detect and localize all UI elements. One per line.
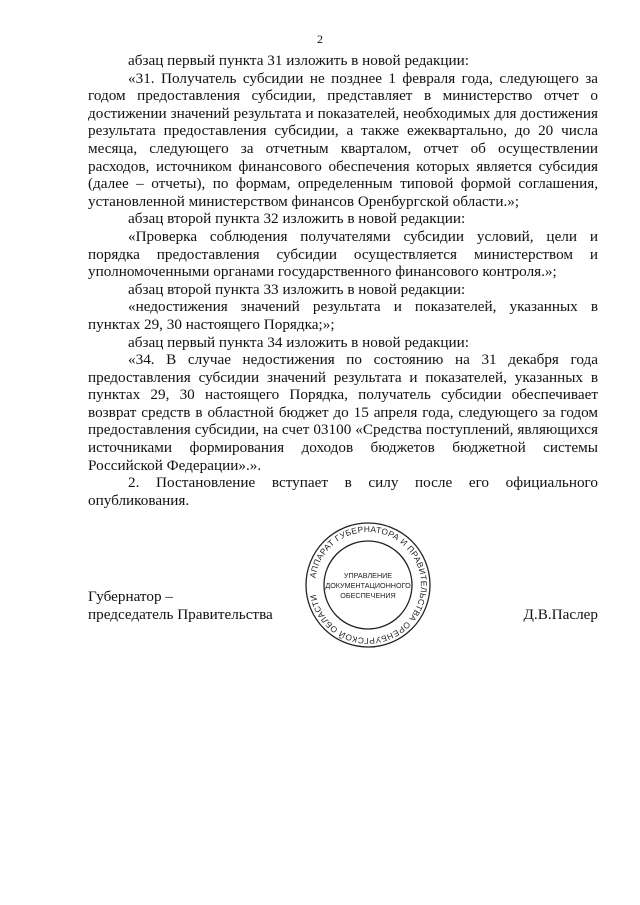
paragraph: «31. Получатель субсидии не позднее 1 февраля года, следующего за годом предоставления субсидии, представляет в министерство отчет о достижении значений результата и показателей, необходимых для достижения результата предоставления субсидии, а также ежеквартально, до 20 числа месяца, следующего за отчетным кварталом, отчет об осуществлении расходов, источником финансового обеспечения которых является субсидия (далее – отчеты), по формам, определенным типовой формой соглашения, установленной министерством финансов Оренбургской области.»; (88, 69, 598, 210)
paragraph: 2. Постановление вступает в силу после его официального опубликования. (88, 474, 598, 509)
signatory-title (88, 588, 273, 624)
paragraph: «Проверка соблюдения получателями субсидии условий, цели и порядка предоставления субсидии осуществляется министерством и уполномоченными органами государственного финансового контроля.»; (88, 227, 598, 281)
paragraph: «34. В случае недостижения по состоянию на 31 декабря года предоставления субсидии значений результата и показателей, указанных в пунктах 29, 30 настоящего Порядка, получатель субсидии обеспечивает возврат средств в областной бюджет до 15 апреля года, следующего за годом предоставления субсидии, на счет 03100 «Средства поступлений, являющихся источниками формирования доходов бюджетов бюджетной системы Российской Федерации».». (88, 351, 598, 474)
stamp-inner-text: УПРАВЛЕНИЕ (343, 571, 393, 580)
paragraph: абзац второй пункта 32 изложить в новой редакции: (128, 210, 466, 228)
paragraph: абзац второй пункта 33 изложить в новой редакции: (128, 280, 466, 298)
paragraph: абзац первый пункта 31 изложить в новой редакции: (128, 52, 470, 69)
paragraph: абзац первый пункта 34 изложить в новой редакции: (128, 333, 470, 351)
signatory-title-line: председатель Правительства (88, 606, 273, 623)
official-stamp (303, 520, 433, 650)
stamp-inner-text: ДОКУМЕНТАЦИОННОГО (325, 581, 411, 590)
signatory-name: Д.В.Паслер (523, 606, 598, 623)
stamp-inner-text: ОБЕСПЕЧЕНИЯ (340, 591, 396, 600)
paragraph: «недостижения значений результата и показателей, указанных в пунктах 29, 30 настоящего Порядка;»; (88, 298, 598, 333)
signatory-title-line: Губернатор – (88, 588, 173, 605)
document-body (88, 52, 598, 509)
stamp-outer-text: АППАРАТ ГУБЕРНАТОРА И ПРАВИТЕЛЬСТВА ОРЕНБУРГСКОЙ ОБЛАСТИ (307, 523, 430, 647)
page-number: 2 (317, 32, 323, 46)
